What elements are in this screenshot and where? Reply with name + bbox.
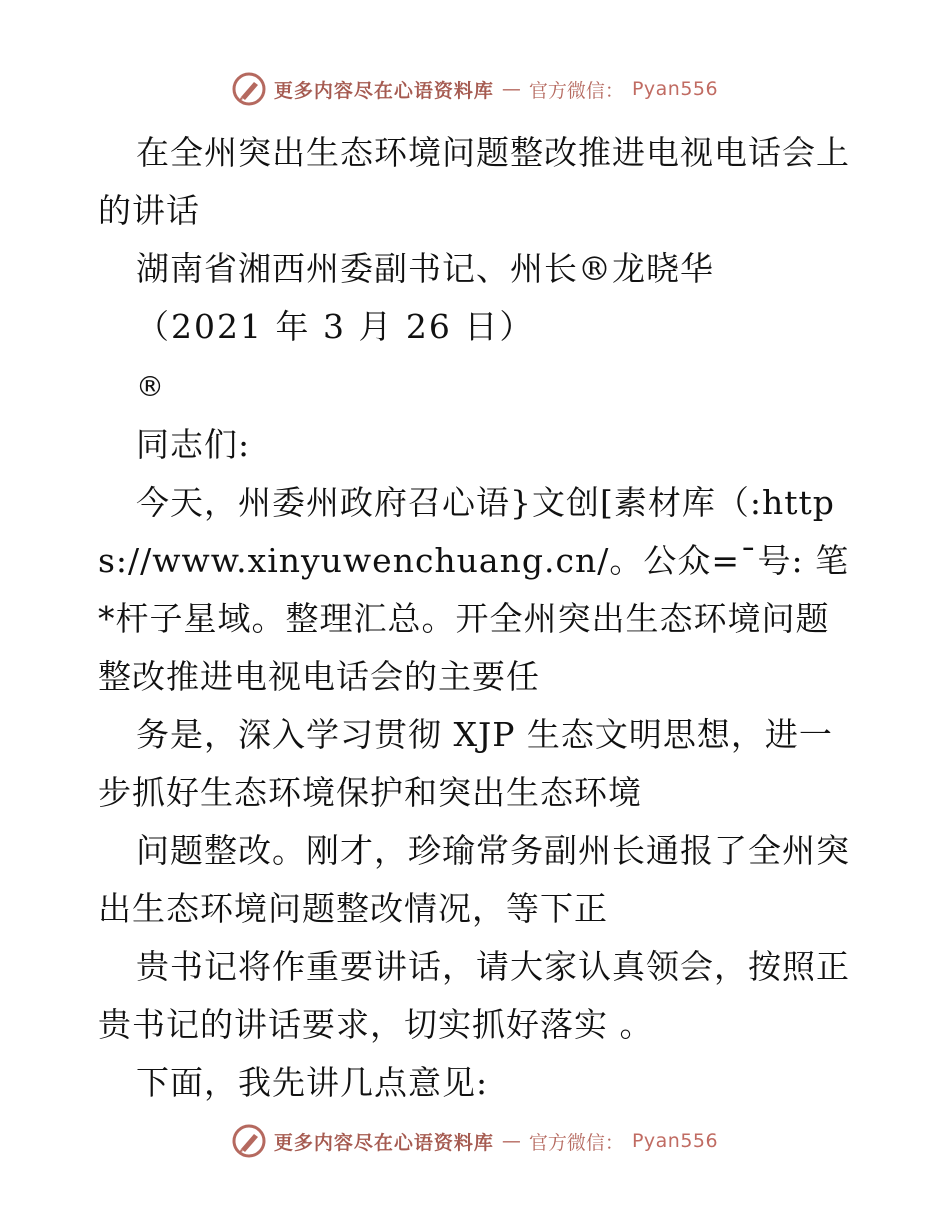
document-title: 在全州突出生态环境问题整改推进电视电话会上的讲话 bbox=[98, 133, 850, 230]
watermark-wechat-label: 官方微信： bbox=[528, 1131, 624, 1154]
document-date: （2021 年 3 月 26 日） bbox=[136, 307, 535, 346]
watermark-handle: Pyan556 bbox=[631, 78, 719, 100]
registered-mark-text: ® bbox=[136, 370, 165, 403]
watermark-wechat-label: 官方微信： bbox=[528, 79, 624, 102]
paragraph-3: 问题整改。刚才，珍瑜常务副州长通报了全州突出生态环境问题整改情况，等下正 bbox=[98, 831, 850, 928]
watermark-separator: — bbox=[501, 78, 521, 100]
watermark-handle: Pyan556 bbox=[631, 1130, 719, 1152]
paragraph-1: 今天，州委州政府召心语}文创[素材库（:https://www.xinyuwenchuang.cn/。公众=¯号: 笔*杆子星域。整理汇总。开全州突出生态环境问题整改推进电视电话会的主要任 bbox=[98, 483, 850, 696]
registered-mark bbox=[98, 356, 858, 416]
paragraph-4: 贵书记将作重要讲话，请大家认真领会，按照正贵书记的讲话要求，切实抓好落实 。 bbox=[98, 947, 850, 1044]
paragraph-5: 下面，我先讲几点意见: bbox=[136, 1063, 489, 1102]
pen-logo-icon bbox=[232, 72, 266, 106]
watermark-text: 更多内容尽在心语资料库 bbox=[273, 79, 494, 102]
document-body bbox=[98, 124, 858, 1112]
header-watermark bbox=[0, 72, 950, 106]
pen-logo-icon bbox=[232, 1124, 266, 1158]
watermark-text: 更多内容尽在心语资料库 bbox=[273, 1131, 494, 1154]
watermark-separator: — bbox=[501, 1130, 521, 1152]
greeting: 同志们: bbox=[136, 425, 251, 464]
document-author: 湖南省湘西州委副书记、州长®龙晓华 bbox=[136, 249, 714, 288]
footer-watermark bbox=[0, 1124, 950, 1158]
paragraph-2: 务是，深入学习贯彻 XJP 生态文明思想，进一步抓好生态环境保护和突出生态环境 bbox=[98, 715, 833, 812]
